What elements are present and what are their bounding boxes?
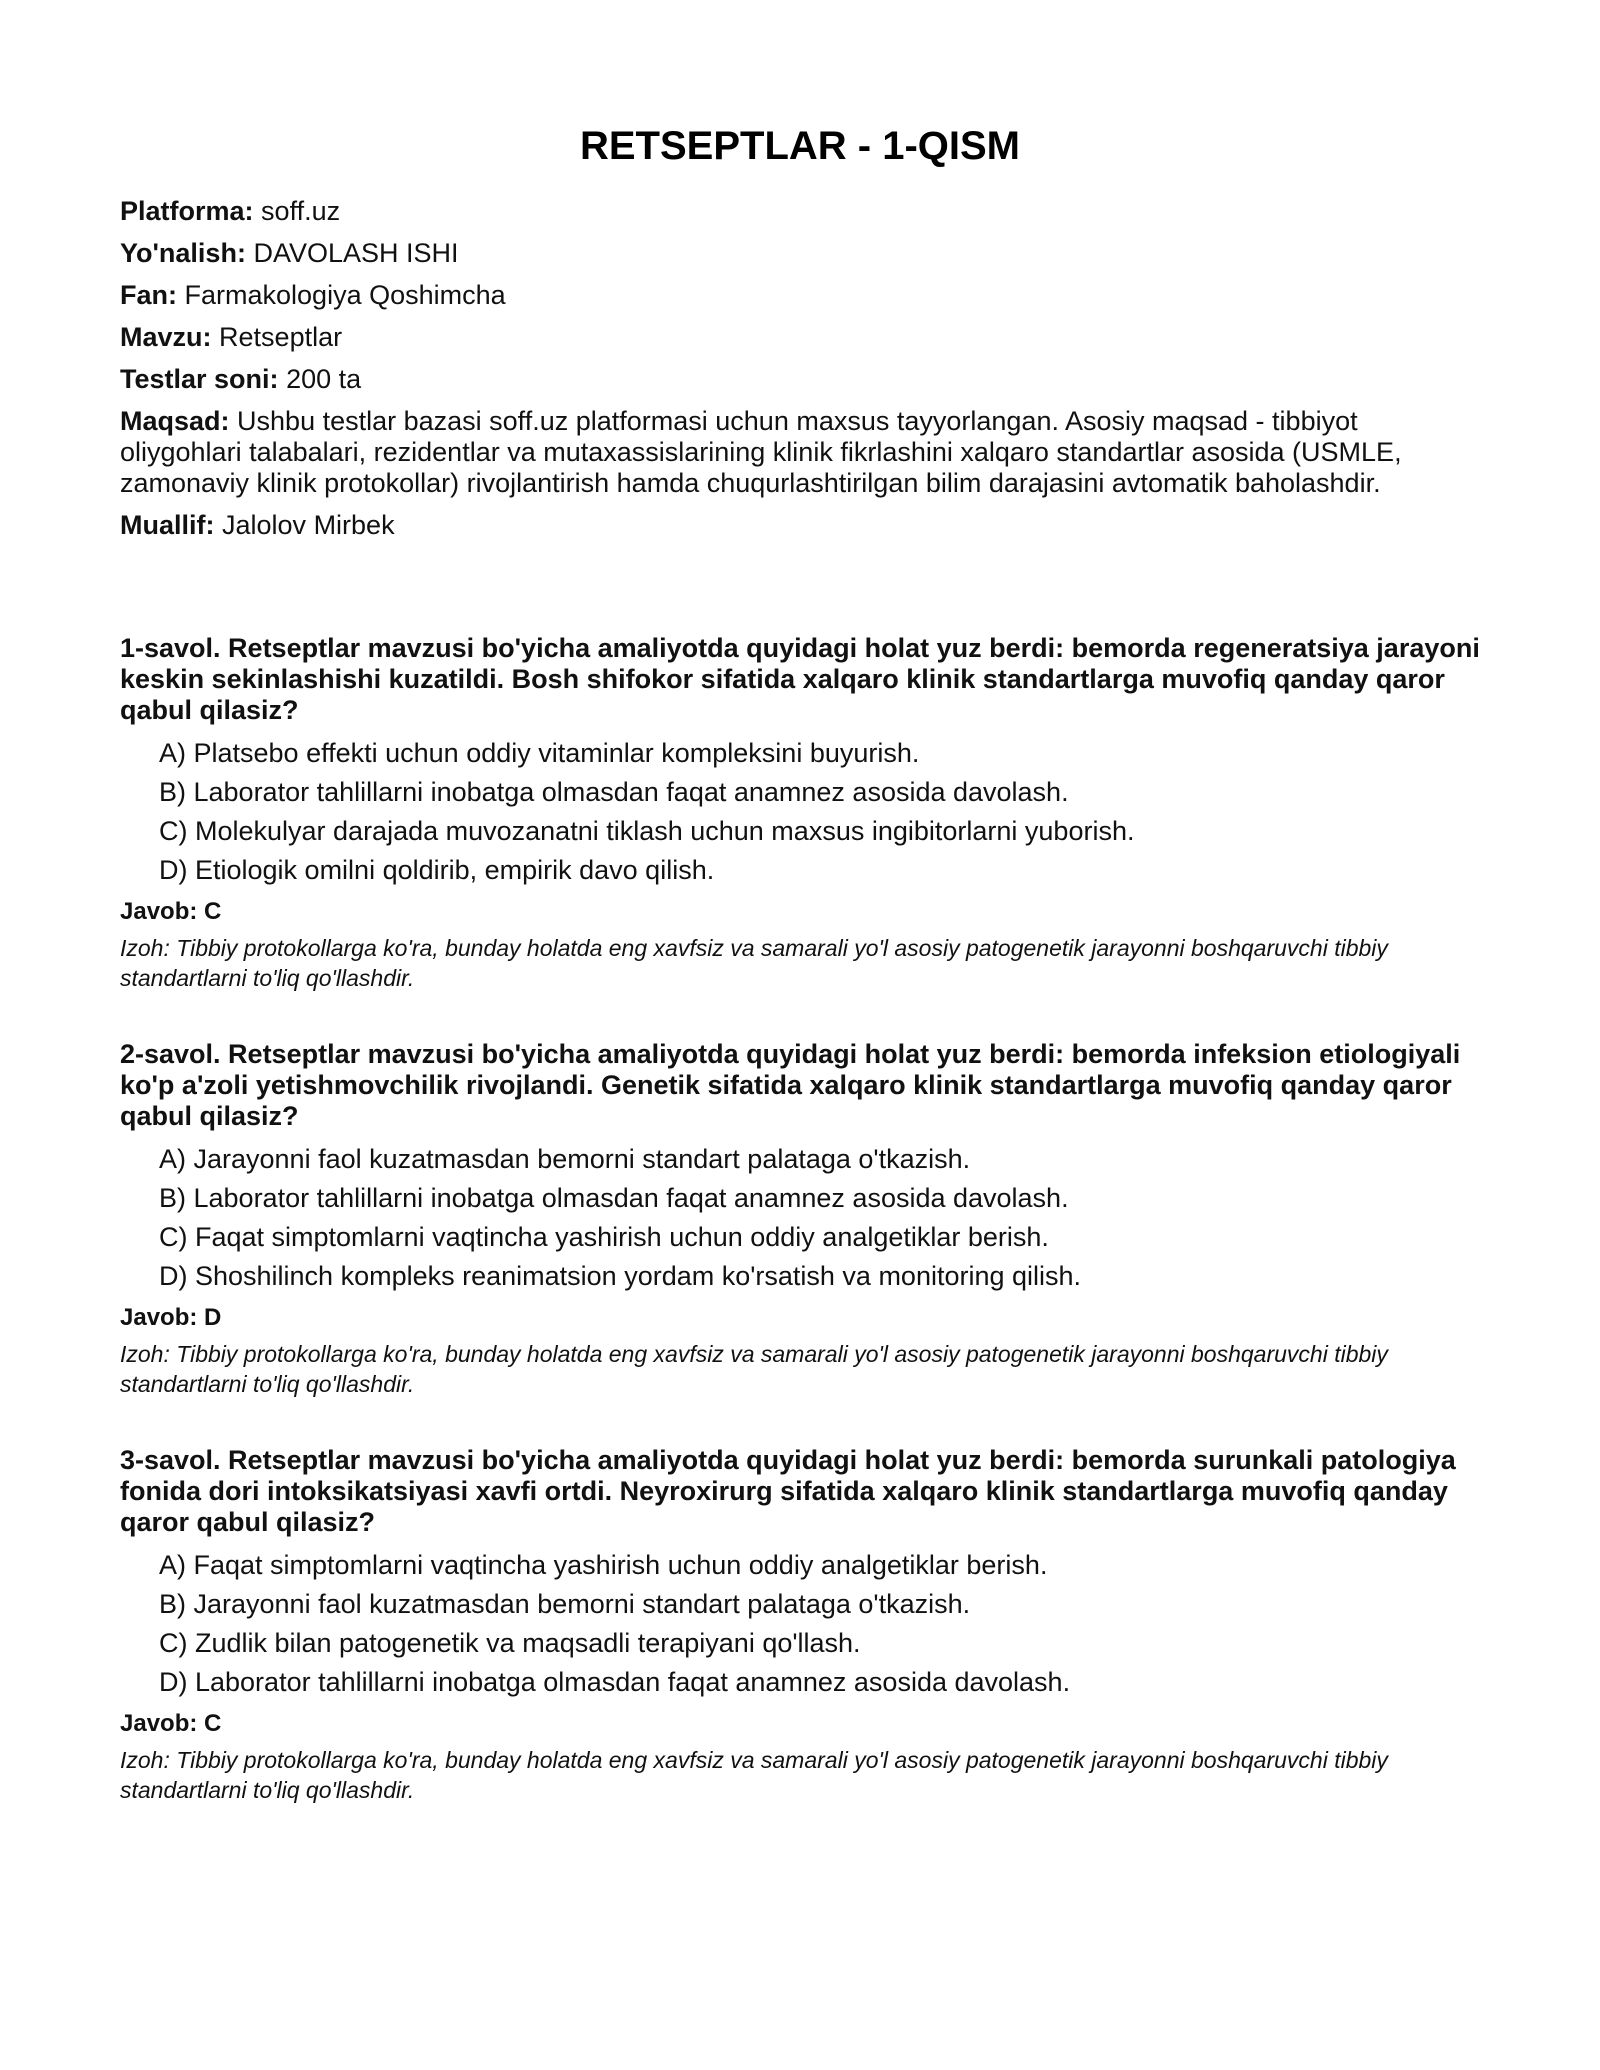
meta-key: Maqsad:	[120, 406, 230, 436]
answer-label: Javob: D	[120, 1304, 222, 1331]
question-text: 3-savol. Retseptlar mavzusi bo'yicha amaliyotda quyidagi holat yuz berdi: bemorda surunkali patologiya fonida dori intoksikatsiyasi xavfi ortdi. Neyroxirurg sifatida xalqaro klinik standartlarga muvofiq qanday qaror qabul qilasiz?	[120, 1445, 1456, 1537]
explanation-note: Izoh: Tibbiy protokollarga ko'ra, bunday holatda eng xavfsiz va samarali yo'l asosiy patogenetik jarayonni boshqaruvchi tibbiy standartlarni to'liq qo'llashdir.	[120, 1747, 1388, 1803]
option-d: D) Shoshilinch kompleks reanimatsion yordam ko'rsatish va monitoring qilish.	[159, 1261, 1082, 1291]
meta-value: DAVOLASH ISHI	[253, 238, 459, 268]
meta-direction	[120, 238, 1480, 269]
meta-key: Muallif:	[120, 510, 215, 540]
option-a: A) Faqat simptomlarni vaqtincha yashirish uchun oddiy analgetiklar berish.	[159, 1550, 1048, 1580]
option-b: B) Jarayonni faol kuzatmasdan bemorni standart palataga o'tkazish.	[159, 1589, 971, 1619]
option-list	[120, 1144, 1480, 1292]
meta-topic	[120, 322, 1480, 353]
meta-purpose	[120, 406, 1480, 499]
meta-value: Retseptlar	[219, 322, 343, 352]
meta-author	[120, 510, 1480, 541]
meta-key: Yo'nalish:	[120, 238, 246, 268]
question-list	[120, 633, 1480, 1805]
answer-label: Javob: C	[120, 1710, 222, 1737]
meta-subject	[120, 280, 1480, 311]
question-item	[120, 1039, 1480, 1399]
explanation-note: Izoh: Tibbiy protokollarga ko'ra, bunday holatda eng xavfsiz va samarali yo'l asosiy patogenetik jarayonni boshqaruvchi tibbiy standartlarni to'liq qo'llashdir.	[120, 935, 1388, 991]
question-text: 1-savol. Retseptlar mavzusi bo'yicha amaliyotda quyidagi holat yuz berdi: bemorda regeneratsiya jarayoni keskin sekinlashishi kuzatildi. Bosh shifokor sifatida xalqaro klinik standartlarga muvofiq qanday qaror qabul qilasiz?	[120, 633, 1480, 725]
option-c: C) Zudlik bilan patogenetik va maqsadli terapiyani qo'llash.	[159, 1628, 861, 1658]
option-d: D) Laborator tahlillarni inobatga olmasdan faqat anamnez asosida davolash.	[159, 1667, 1071, 1697]
option-list	[120, 1550, 1480, 1698]
option-b: B) Laborator tahlillarni inobatga olmasdan faqat anamnez asosida davolash.	[159, 777, 1069, 807]
meta-key: Testlar soni:	[120, 364, 279, 394]
meta-value: 200 ta	[286, 364, 362, 394]
meta-block	[120, 196, 1480, 541]
meta-value: Ushbu testlar bazasi soff.uz platformasi uchun maxsus tayyorlangan. Asosiy maqsad - tibbiyot oliygohlari talabalari, rezidentlar va mutaxassislarining klinik fikrlashini xalqaro standartlar asosida (USMLE, zamonaviy klinik protokollar) rivojlantirish hamda chuqurlashtirilgan bilim darajasini avtomatik baholashdir.	[120, 406, 1402, 498]
option-a: A) Jarayonni faol kuzatmasdan bemorni standart palataga o'tkazish.	[159, 1144, 971, 1174]
meta-key: Platforma:	[120, 196, 254, 226]
option-c: C) Molekulyar darajada muvozanatni tiklash uchun maxsus ingibitorlarni yuborish.	[159, 816, 1135, 846]
meta-key: Mavzu:	[120, 322, 212, 352]
option-d: D) Etiologik omilni qoldirib, empirik davo qilish.	[159, 855, 715, 885]
option-b: B) Laborator tahlillarni inobatga olmasdan faqat anamnez asosida davolash.	[159, 1183, 1069, 1213]
answer-label: Javob: C	[120, 898, 222, 925]
page-title: RETSEPTLAR - 1-QISM	[579, 124, 1021, 168]
question-text: 2-savol. Retseptlar mavzusi bo'yicha amaliyotda quyidagi holat yuz berdi: bemorda infeksion etiologiyali ko'p a'zoli yetishmovchilik rivojlandi. Genetik sifatida xalqaro klinik standartlarga muvofiq qanday qaror qabul qilasiz?	[120, 1039, 1461, 1131]
meta-value: Jalolov Mirbek	[222, 510, 395, 540]
question-item	[120, 633, 1480, 993]
meta-value: soff.uz	[261, 196, 341, 226]
question-item	[120, 1445, 1480, 1805]
document-page	[120, 118, 1480, 1851]
meta-platform	[120, 196, 1480, 227]
meta-key: Fan:	[120, 280, 177, 310]
meta-test-count	[120, 364, 1480, 395]
option-list	[120, 738, 1480, 886]
option-c: C) Faqat simptomlarni vaqtincha yashirish uchun oddiy analgetiklar berish.	[159, 1222, 1049, 1252]
explanation-note: Izoh: Tibbiy protokollarga ko'ra, bunday holatda eng xavfsiz va samarali yo'l asosiy patogenetik jarayonni boshqaruvchi tibbiy standartlarni to'liq qo'llashdir.	[120, 1341, 1388, 1397]
option-a: A) Platsebo effekti uchun oddiy vitaminlar kompleksini buyurish.	[159, 738, 920, 768]
meta-value: Farmakologiya Qoshimcha	[184, 280, 506, 310]
